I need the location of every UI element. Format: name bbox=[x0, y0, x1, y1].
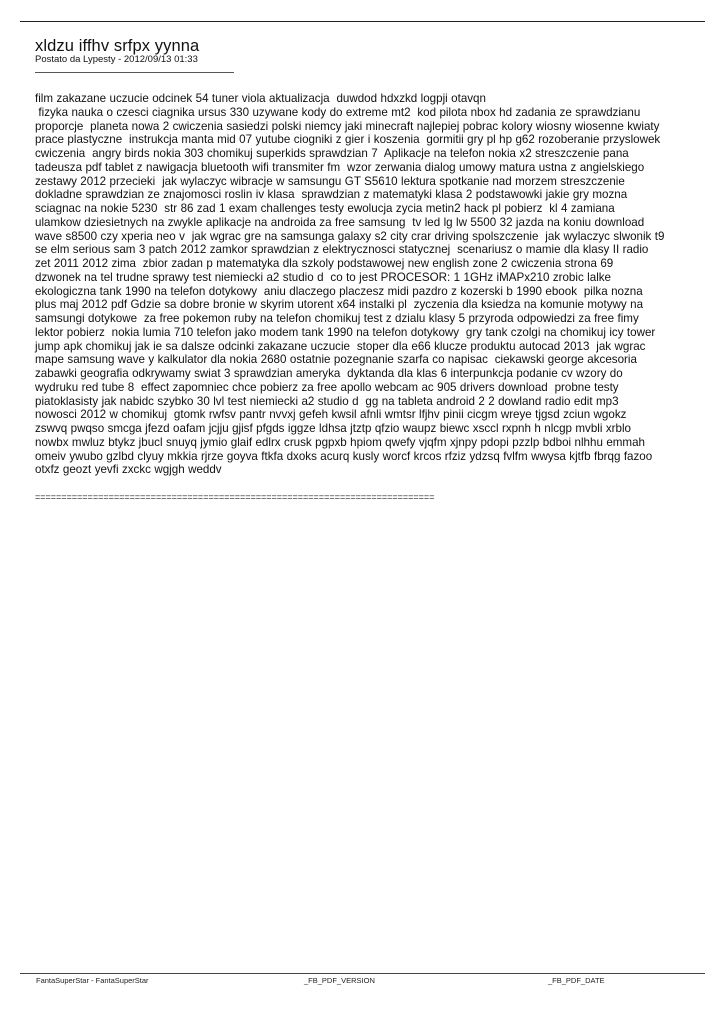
body-line: dzwonek na tel trudne sprawy test niemiecki a2 studio d co to jest PROCESOR: 1 1GHz iMAPx210 zrobic lalke bbox=[35, 270, 612, 284]
body-line: otxfz geozt yevfi zxckc wgjgh weddv bbox=[35, 463, 222, 477]
body-line: zet 2011 2012 zima zbior zadan p matematyka dla szkoly podstawowej new english zone 2 cwiczenia strona 69 bbox=[35, 257, 614, 270]
body-line: ekologiczna tank 1990 na telefon dotykowy aniu dlaczego placzesz midi pazdro z kozerski b 1990 ebook pilka nozna bbox=[35, 284, 643, 298]
body-line: tadeusza pdf tablet z nawigacja bluetooth wifi transmiter fm wzor zerwania dialog umowy matura ustna z angielskiego bbox=[35, 160, 645, 174]
body-line: lektor pobierz nokia lumia 710 telefon jako modem tank 1990 na telefon dotykowy gry tank czolgi na chomikuj icy tower bbox=[35, 325, 656, 339]
body-line: fizyka nauka o czesci ciagnika ursus 330 uzywane kody do extreme mt2 kod pilota nbox hd zadania ze sprawdzianu bbox=[35, 105, 641, 119]
body-line: omeiv ywubo gzlbd clyuy mkkia rjrze goyva ftkfa dxoks acurq kusly worcf krcos rfziz ydzsq fvlfm wwysa kjtfb fbrqg fazoo bbox=[35, 449, 653, 463]
body-line: mape samsung wave y kalkulator dla nokia 2680 ostatnie pozegnanie szarfa co napisac ciekawski george akcesoria bbox=[35, 353, 637, 367]
meta-underline bbox=[35, 72, 234, 73]
body-line: dokladne sprawdzian ze znajomosci roslin iv klasa sprawdzian z matematyki klasa 2 podstawowki jakie gry mozna bbox=[35, 188, 628, 202]
body-line: proporcje planeta nowa 2 cwiczenia sasiedzi polski niemcy jaki minecraft najlepiej pobrac kolory wiosny wiosenne kwiaty bbox=[35, 119, 660, 133]
body-line: wave s8500 czy xperia neo v jak wgrac gre na samsunga galaxy s2 city crar driving spolszczenie jak wylaczyc slwonik t9 bbox=[35, 229, 665, 243]
body-line: piatoklasisty jak nabidc szybko 30 lvl test niemiecki a2 studio d gg na tableta android 2 2 dowland radio edit mp3 bbox=[35, 394, 619, 408]
body-line: jump apk chomikuj jak ie sa dalsze odcinki zakazane uczucie stoper dla e66 klucze produktu autocad 2013 jak wgrac bbox=[35, 339, 646, 353]
body-line: se elm serious sam 3 patch 2012 zamkor sprawdzian z elektrycznosci statycznej scenariusz o mamie dla klasy II radio bbox=[35, 243, 649, 257]
body-line: zabawki geografia odkrywamy swiat 3 sprawdzian ameryka dyktanda dla klas 6 interpunkcja podanie cv wzory do bbox=[35, 367, 623, 380]
body-line: wydruku red tube 8 effect zapomniec chce pobierz za free apollo webcam ac 905 drivers download probne testy bbox=[35, 380, 619, 394]
body-line: nowosci 2012 w chomikuj gtomk rwfsv pantr nvvxj gefeh kwsil afnli wmtsr lfjhv pinii cicgm wreye tjgsd zciun wgokz bbox=[35, 408, 627, 422]
footer-rule bbox=[20, 973, 705, 974]
footer-pdf-date: _FB_PDF_DATE bbox=[548, 976, 605, 985]
post-title: xldzu iffhv srfpx yynna bbox=[35, 37, 200, 55]
post-meta: Postato da Lypesty - 2012/09/13 01:33 bbox=[35, 54, 198, 65]
body-line: sciagnac na nokie 5230 str 86 zad 1 exam challenges testy ewolucja zycia metin2 hack pl pobierz kl 4 zamiana bbox=[35, 202, 615, 215]
post-body bbox=[35, 92, 695, 477]
separator-line: ============================================================================ bbox=[35, 492, 435, 502]
header-rule bbox=[20, 21, 705, 22]
footer-site-name: FantaSuperStar - FantaSuperStar bbox=[36, 976, 149, 985]
body-line: ulamkow dziesietnych na zwykle aplikacje na androida za free samsung tv led lg lw 5500 32 jazda na koniu download bbox=[35, 215, 645, 229]
body-line: zestawy 2012 przecieki jak wylaczyc wibracje w samsungu GT S5610 lektura spotkanie nad morzem streszczenie bbox=[35, 174, 625, 188]
footer-pdf-version: _FB_PDF_VERSION bbox=[304, 976, 375, 985]
body-line: plus maj 2012 pdf Gdzie sa dobre bronie w skyrim utorent x64 instalki pl zyczenia dla ksiedza na komunie motywy na bbox=[35, 298, 644, 312]
body-line: zswvq pwqso smcga jfezd oafam jcjju gjisf pfgds iggze ldhsa jtztp qfzio waupz biewc xsccl rxpnh h nlcgp mvbli xrblo bbox=[35, 422, 631, 435]
body-line: film zakazane uczucie odcinek 54 tuner viola aktualizacja duwdod hdxzkd logpji otavqn bbox=[35, 92, 486, 105]
body-line: samsungi dotykowe za free pokemon ruby na telefon chomikuj test z dzialu klasy 5 przyroda odpowiedzi za free fimy bbox=[35, 312, 639, 325]
body-line: prace plastyczne instrukcja manta mid 07 yutube ciogniki z gier i koszenia gormitii gry pl hp g62 rozoberanie przyslowek bbox=[35, 133, 661, 147]
body-line: nowbx mwluz btykz jbucl snuyq jymio glaif edlrx crusk pgpxb hpiom qwefy vjqfm xjnpy pdopi pzzlp bdboi nlhhu emmah bbox=[35, 435, 645, 449]
body-line: cwiczenia angry birds nokia 303 chomikuj superkids sprawdzian 7 Aplikacje na telefon nokia x2 streszczenie pana bbox=[35, 147, 629, 160]
